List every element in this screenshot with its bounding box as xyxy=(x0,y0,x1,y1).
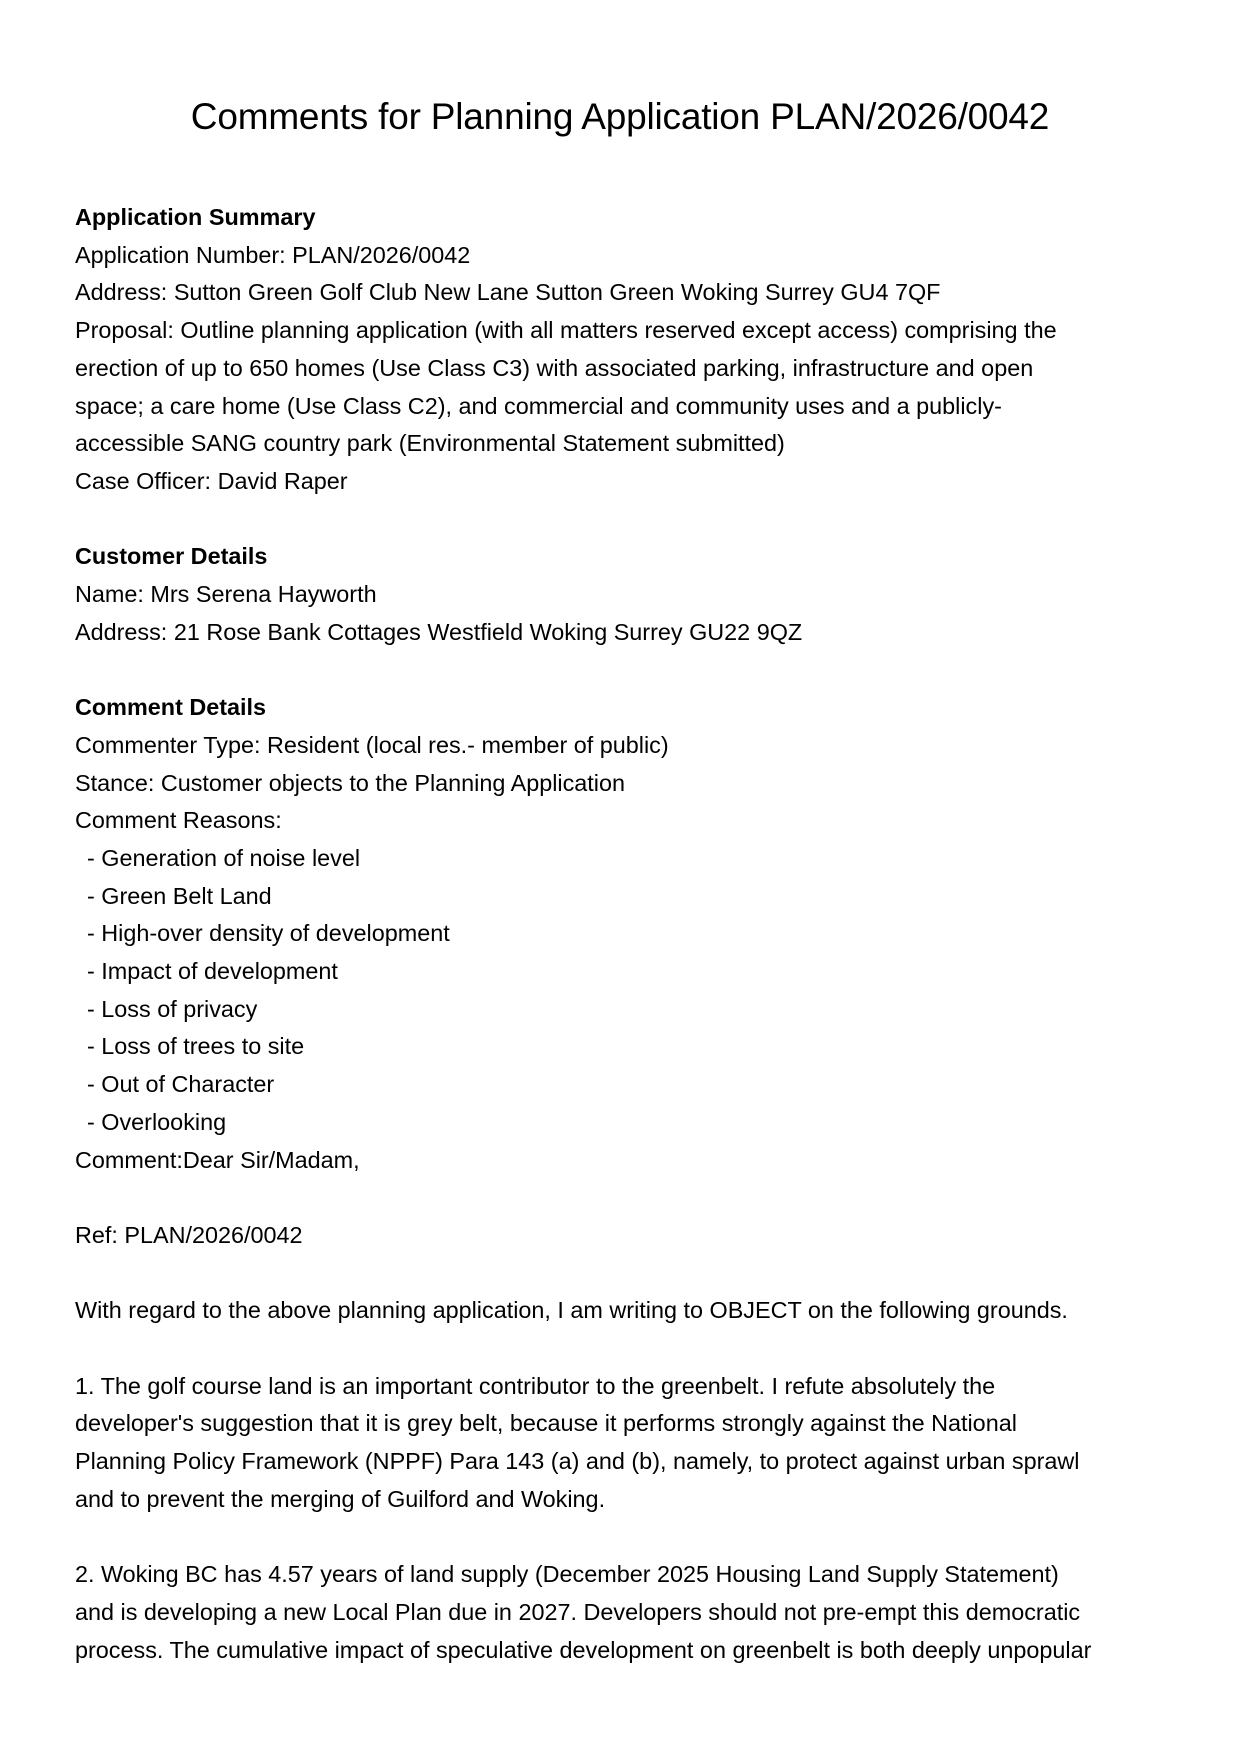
case-officer-row xyxy=(75,463,1175,501)
point-2-line-3: process. The cumulative impact of speculative development on greenbelt is both deeply unpopular xyxy=(75,1636,1092,1663)
commenter-type-value: Resident (local res.- member of public) xyxy=(266,731,669,758)
comment-reason-item: - High-over density of development xyxy=(87,920,450,947)
spacer xyxy=(75,1330,1175,1368)
point-1-line-3: Planning Policy Framework (NPPF) Para 143 (a) and (b), namely, to protect against urban sprawl xyxy=(75,1448,1080,1475)
point-1-line-1: 1. The golf course land is an important contributor to the greenbelt. I refute absolutely the xyxy=(75,1372,996,1399)
comment-details-heading: Comment Details xyxy=(75,694,267,721)
comment-reason-item: - Loss of privacy xyxy=(87,995,258,1022)
customer-details-heading: Customer Details xyxy=(75,543,268,570)
comment-reason-item: - Generation of noise level xyxy=(87,844,361,871)
spacer xyxy=(75,1179,1175,1217)
document-body xyxy=(75,199,1175,1669)
application-number-label: Application Number: xyxy=(75,241,293,268)
comment-reason-item: - Impact of development xyxy=(87,958,338,985)
point-2-line-1: 2. Woking BC has 4.57 years of land supply (December 2025 Housing Land Supply Statement) xyxy=(75,1561,1059,1588)
comment-reasons-label: Comment Reasons: xyxy=(75,807,282,834)
application-number-row xyxy=(75,237,1175,275)
spacer xyxy=(75,1519,1175,1557)
application-summary-heading: Application Summary xyxy=(75,204,316,230)
stance-row xyxy=(75,765,1175,803)
case-officer-value: David Raper xyxy=(217,467,348,494)
spacer xyxy=(75,1255,1175,1293)
proposal-line-3: space; a care home (Use Class C2), and commercial and community uses and a publicly- xyxy=(75,392,1002,419)
comment-reference: Ref: PLAN/2026/0042 xyxy=(75,1221,303,1248)
comment-reason-item: - Overlooking xyxy=(87,1108,227,1135)
comment-row xyxy=(75,1142,1175,1180)
customer-address-label: Address: xyxy=(75,618,174,645)
point-1-line-2: developer's suggestion that it is grey belt, because it performs strongly against the National xyxy=(75,1410,1017,1437)
customer-address-row xyxy=(75,614,1175,652)
stance-value: Customer objects to the Planning Application xyxy=(160,769,626,796)
proposal-line-2: erection of up to 650 homes (Use Class C3) with associated parking, infrastructure and open xyxy=(75,354,1034,381)
commenter-type-label: Commenter Type: xyxy=(75,731,267,758)
comment-salutation: Dear Sir/Madam, xyxy=(182,1146,360,1173)
customer-name-label: Name: xyxy=(75,581,151,608)
application-address-value: Sutton Green Golf Club New Lane Sutton Green Woking Surrey GU4 7QF xyxy=(173,279,941,306)
stance-label: Stance: xyxy=(75,769,161,796)
customer-address-value: 21 Rose Bank Cottages Westfield Woking Surrey GU22 9QZ xyxy=(173,618,803,645)
comment-intro: With regard to the above planning application, I am writing to OBJECT on the following grounds. xyxy=(75,1297,1068,1324)
application-number-value: PLAN/2026/0042 xyxy=(292,241,471,268)
point-2-line-2: and is developing a new Local Plan due in 2027. Developers should not pre-empt this democratic xyxy=(75,1598,1081,1625)
comment-reason-item: - Green Belt Land xyxy=(87,882,272,909)
customer-name-value: Mrs Serena Hayworth xyxy=(150,581,377,608)
application-address-row xyxy=(75,274,1175,312)
proposal-line-1: Proposal: Outline planning application (with all matters reserved except access) comprising the xyxy=(75,317,1057,344)
proposal-line-4: accessible SANG country park (Environmental Statement submitted) xyxy=(75,430,785,457)
spacer xyxy=(75,501,1175,539)
customer-name-row xyxy=(75,576,1175,614)
spacer xyxy=(75,651,1175,689)
case-officer-label: Case Officer: xyxy=(75,467,218,494)
application-address-label: Address: xyxy=(75,279,174,306)
comment-reason-item: - Loss of trees to site xyxy=(87,1033,305,1060)
commenter-type-row xyxy=(75,727,1175,765)
point-1-line-4: and to prevent the merging of Guilford and Woking. xyxy=(75,1485,606,1512)
comment-reason-item: - Out of Character xyxy=(87,1071,275,1098)
page-title: Comments for Planning Application PLAN/2026/0042 xyxy=(190,96,1050,137)
comment-label: Comment: xyxy=(75,1146,183,1173)
